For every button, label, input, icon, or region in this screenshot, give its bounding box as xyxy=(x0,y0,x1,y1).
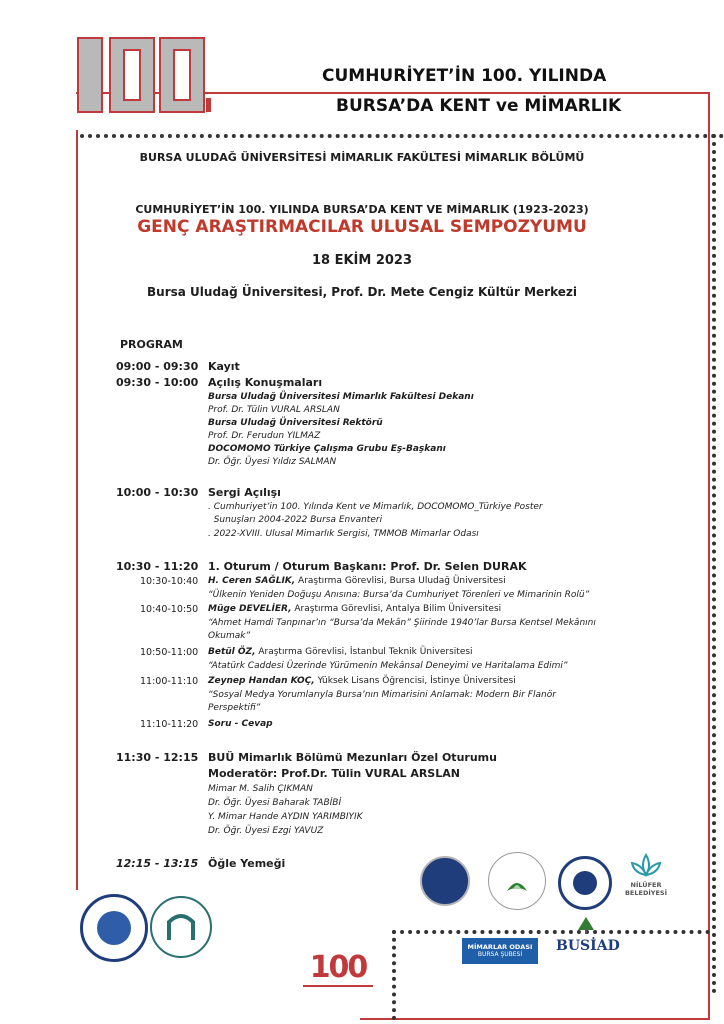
lunch-time: 12:15 - 13:15 xyxy=(116,857,199,870)
qa-time: 11:10-11:20 xyxy=(140,719,199,730)
speaker-role: Bursa Uludağ Üniversitesi Rektörü xyxy=(208,418,383,428)
ozel-time: 11:30 - 12:15 xyxy=(116,751,199,764)
talk-speaker xyxy=(208,676,516,686)
event-date: 18 EKİM 2023 xyxy=(311,253,413,268)
bursa-uludag-university-logo xyxy=(80,894,148,962)
panel-member: Mimar M. Salih ÇIKMAN xyxy=(208,784,313,794)
talk-title: “Sosyal Medya Yorumlarıyla Bursa’nın Mimarisini Anlamak: Modern Bir Flanör xyxy=(208,690,556,700)
speaker-role: Bursa Uludağ Üniversitesi Mimarlık Fakültesi Dekanı xyxy=(208,392,474,402)
busiad-name: BUSİAD xyxy=(556,938,620,954)
panel-member: Dr. Öğr. Üyesi Baharak TABİBİ xyxy=(208,798,342,808)
event-venue: Bursa Uludağ Üniversitesi, Prof. Dr. Mete Cengiz Kültür Merkezi xyxy=(147,285,577,299)
bursa-municipality-logo xyxy=(420,856,470,906)
acilis-label: Açılış Konuşmaları xyxy=(208,376,323,389)
osmangazi-municipality-logo xyxy=(488,852,546,910)
talk-time: 10:50-11:00 xyxy=(140,647,199,658)
speaker-name: Dr. Öğr. Üyesi Yıldız SALMAN xyxy=(208,457,337,467)
lotus-icon xyxy=(626,853,666,877)
lunch-label: Öğle Yemeği xyxy=(208,857,286,870)
dotted-line-bottom-vertical xyxy=(392,930,396,1020)
kayit-label: Kayıt xyxy=(208,360,240,373)
talk-affiliation: Araştırma Görevlisi, Bursa Uludağ Üniversitesi xyxy=(295,576,506,586)
talk-speaker-name: H. Ceren SAĞLIK, xyxy=(208,576,296,586)
ozel-moderator: Moderatör: Prof.Dr. Tülin VURAL ARSLAN xyxy=(208,767,460,780)
talk-speaker-name: Zeynep Handan KOÇ, xyxy=(208,676,315,686)
talk-time: 10:30-10:40 xyxy=(140,576,199,587)
centennial-100-logo xyxy=(72,34,212,124)
faculty-name: BURSA ULUDAĞ ÜNİVERSİTESİ MİMARLIK FAKÜLTESİ MİMARLIK BÖLÜMÜ xyxy=(139,151,585,164)
republic-100-logo xyxy=(292,950,384,1000)
ozel-label: BUÜ Mimarlık Bölümü Mezunları Özel Oturumu xyxy=(208,751,497,764)
talk-speaker-name: Müge DEVELİER, xyxy=(208,604,292,614)
panel-member: Y. Mimar Hande AYDIN YARIMBIYIK xyxy=(208,812,363,822)
kayit-time: 09:00 - 09:30 xyxy=(116,360,199,373)
talk-speaker xyxy=(208,576,506,586)
talk-speaker-name: Betül ÖZ, xyxy=(208,647,256,657)
talk-title: “Ülkenin Yeniden Doğuşu Anısına: Bursa’da Cumhuriyet Törenleri ve Mimarinin Rolü” xyxy=(208,590,590,600)
architecture-faculty-logo xyxy=(150,896,212,958)
talk-title: “Atatürk Caddesi Üzerinde Yürümenin Mekânsal Deneyimi ve Haritalama Edimi” xyxy=(208,661,568,671)
talk-speaker xyxy=(208,604,501,614)
nilufer-name: NİLÜFER xyxy=(630,881,662,889)
sergi-item: . Cumhuriyet’in 100. Yılında Kent ve Mimarlık, DOCOMOMO_Türkiye Poster xyxy=(208,502,543,512)
sergi-item: Sunuşları 2004-2022 Bursa Envanteri xyxy=(208,515,383,525)
speaker-role: DOCOMOMO Türkiye Çalışma Grubu Eş-Başkanı xyxy=(208,444,446,454)
talk-affiliation: Yüksek Lisans Öğrencisi, İstinye Üniversitesi xyxy=(314,676,516,686)
nilufer-subtitle: BELEDİYESİ xyxy=(624,889,668,897)
talk-speaker xyxy=(208,647,473,657)
leaf-icon xyxy=(489,853,545,909)
mimarlar-odasi-logo xyxy=(462,938,538,964)
talk-affiliation: Araştırma Görevlisi, İstanbul Teknik Üniversitesi xyxy=(255,647,473,657)
arch-icon xyxy=(152,898,210,956)
qa-label: Soru - Cevap xyxy=(208,719,273,729)
dotted-line-top xyxy=(80,134,724,138)
yildirim-municipality-logo xyxy=(558,856,612,910)
header-title-line2: BURSA’DA KENT ve MİMARLIK xyxy=(336,96,622,116)
sergi-label: Sergi Açılışı xyxy=(208,486,281,499)
symposium-subtitle: CUMHURİYET’İN 100. YILINDA BURSA’DA KENT VE MİMARLIK (1923-2023) xyxy=(135,203,589,216)
nilufer-municipality-logo xyxy=(620,853,672,899)
university-emblem-icon xyxy=(97,911,131,945)
speaker-name: Prof. Dr. Tülin VURAL ARSLAN xyxy=(208,405,340,415)
sergi-time: 10:00 - 10:30 xyxy=(116,486,199,499)
mimarlar-odasi-name: MİMARLAR ODASI xyxy=(467,943,533,951)
tree-icon xyxy=(576,916,596,934)
panel-member: Dr. Öğr. Üyesi Ezgi YAVUZ xyxy=(208,826,324,836)
talk-title-cont: Perspektifi” xyxy=(208,703,261,713)
republic-logo-underline xyxy=(303,985,373,987)
sergi-item: . 2022-XVIII. Ulusal Mimarlık Sergisi, TMMOB Mimarlar Odası xyxy=(208,529,479,539)
program-heading: PROGRAM xyxy=(120,338,183,351)
republic-100-number: 100 xyxy=(309,950,367,985)
header-title-line1: CUMHURİYET’İN 100. YILINDA xyxy=(322,66,607,86)
talk-title-cont: Okumak” xyxy=(208,631,251,641)
yildirim-emblem-icon xyxy=(573,871,597,895)
symposium-title: GENÇ ARAŞTIRMACILAR ULUSAL SEMPOZYUMU xyxy=(137,217,587,237)
dotted-line-bottom xyxy=(392,930,710,934)
oturum1-time: 10:30 - 11:20 xyxy=(116,560,199,573)
talk-time: 11:00-11:10 xyxy=(140,676,199,687)
acilis-time: 09:30 - 10:00 xyxy=(116,376,199,389)
mimarlar-odasi-branch: BURSA ŞUBESİ xyxy=(477,951,523,958)
talk-title: “Ahmet Hamdi Tanpınar’ın “Bursa’da Mekân” Şiirinde 1940’lar Bursa Kentsel Mekânını xyxy=(208,618,596,628)
busiad-logo xyxy=(556,916,620,966)
frame-left-line xyxy=(76,130,78,890)
frame-bottom-line xyxy=(360,1018,710,1020)
oturum1-label: 1. Oturum / Oturum Başkanı: Prof. Dr. Selen DURAK xyxy=(208,560,527,573)
talk-affiliation: Araştırma Görevlisi, Antalya Bilim Üniversitesi xyxy=(291,604,502,614)
talk-time: 10:40-10:50 xyxy=(140,604,199,615)
speaker-name: Prof. Dr. Ferudun YILMAZ xyxy=(208,431,321,441)
